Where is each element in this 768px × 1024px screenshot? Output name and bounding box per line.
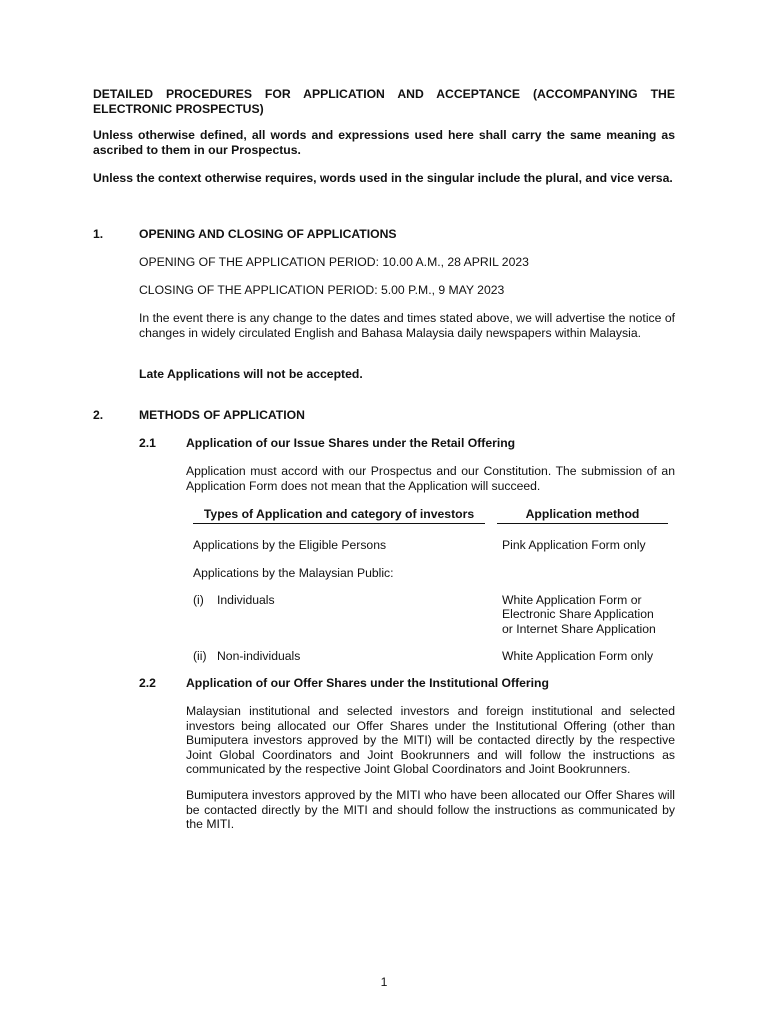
section-2-title: METHODS OF APPLICATION — [139, 408, 305, 422]
table-row-individuals-number: (i) — [193, 593, 204, 607]
table-row-nonindividuals-method: White Application Form only — [502, 649, 654, 663]
section-2-number: 2. — [93, 408, 104, 422]
subsection-2-2-title: Application of our Offer Shares under the Institutional Offering — [186, 676, 549, 690]
table-row-eligible-type: Applications by the Eligible Persons — [193, 538, 387, 552]
intro-definitions: Unless otherwise defined, all words and expressions used here shall carry the same meaning as ascribed to them in our Prospectus. — [93, 128, 675, 157]
table-row-nonindividuals-type: Non-individuals — [217, 649, 301, 663]
table-header-types: Types of Application and category of investors — [193, 507, 485, 524]
table-row-eligible-method: Pink Application Form only — [502, 538, 646, 552]
table-row-individuals-method-1: White Application Form or — [502, 593, 642, 607]
table-row-individuals-type: Individuals — [217, 593, 275, 607]
section-1-title: OPENING AND CLOSING OF APPLICATIONS — [139, 227, 397, 241]
subsection-2-1-title: Application of our Issue Shares under the Retail Offering — [186, 436, 516, 450]
table-row-malaysian-public: Applications by the Malaysian Public: — [193, 566, 394, 580]
subsection-2-2-number: 2.2 — [139, 676, 156, 690]
page-number: 1 — [380, 975, 388, 989]
retail-offering-paragraph: Application must accord with our Prospectus and our Constitution. The submission of an Application Form does not mean that the Application will succeed. — [186, 464, 675, 493]
opening-period: OPENING OF THE APPLICATION PERIOD: 10.00 A.M., 28 APRIL 2023 — [139, 255, 529, 269]
closing-period: CLOSING OF THE APPLICATION PERIOD: 5.00 P.M., 9 MAY 2023 — [139, 283, 505, 297]
table-header-method: Application method — [497, 507, 668, 524]
table-row-nonindividuals-number: (ii) — [193, 649, 207, 663]
subsection-2-1-number: 2.1 — [139, 436, 156, 450]
table-row-individuals-method-2: Electronic Share Application — [502, 607, 654, 621]
change-notice: In the event there is any change to the dates and times stated above, we will advertise the notice of changes in widely circulated English and Bahasa Malaysia daily newspapers within Malaysia. — [139, 311, 675, 340]
table-row-individuals-method-3: or Internet Share Application — [502, 622, 656, 636]
institutional-offering-paragraph: Malaysian institutional and selected investors and foreign institutional and selected investors being allocated our Offer Shares under the Institutional Offering (other than Bumiputera investors approved by the MITI) will be contacted directly by the respective Joint Global Coordinators and Joint Bookrunners and will follow the instructions as communicated by the respective Joint Global Coordinators and Joint Bookrunners. — [186, 704, 675, 777]
late-applications-notice: Late Applications will not be accepted. — [139, 367, 363, 381]
intro-singular-plural: Unless the context otherwise requires, words used in the singular include the plural, and vice versa. — [93, 171, 673, 185]
document-title: DETAILED PROCEDURES FOR APPLICATION AND ACCEPTANCE (ACCOMPANYING THE ELECTRONIC PROSPECTUS) — [93, 87, 675, 116]
bumiputera-investors-paragraph: Bumiputera investors approved by the MITI who have been allocated our Offer Shares will be contacted directly by the MITI and should follow the instructions as communicated by the MITI. — [186, 788, 675, 832]
section-1-number: 1. — [93, 227, 104, 241]
